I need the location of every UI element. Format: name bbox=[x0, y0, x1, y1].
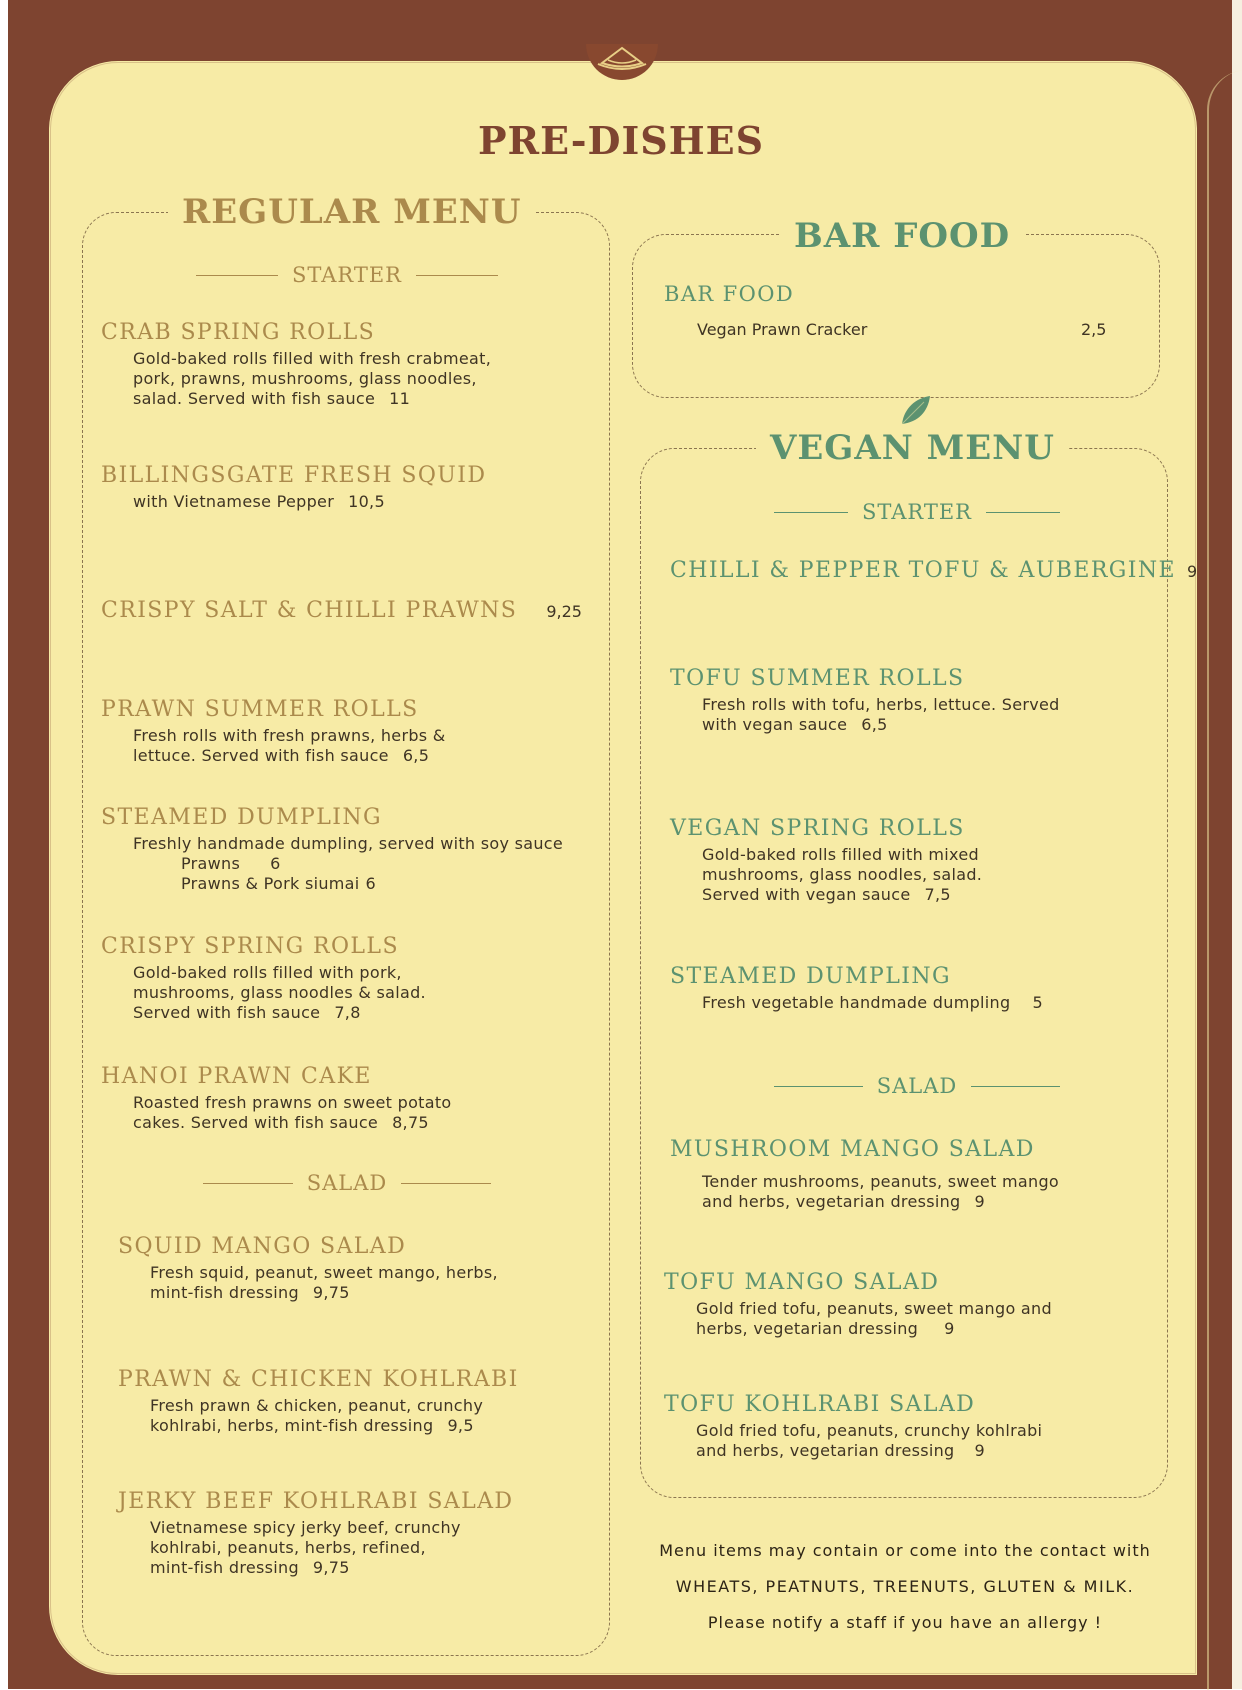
item-price: 11 bbox=[389, 389, 411, 408]
leaf-icon bbox=[898, 394, 932, 426]
regular-salad-divider bbox=[182, 1171, 512, 1195]
item-name: TOFU KOHLRABI SALAD bbox=[664, 1392, 976, 1417]
vegan-menu-title: VEGAN MENU bbox=[756, 428, 1069, 468]
desc-line: Gold-baked rolls filled with fresh crabmeat, bbox=[133, 349, 492, 368]
desc-line: lettuce. Served with fish sauce bbox=[133, 746, 389, 765]
item-price: 6,5 bbox=[861, 715, 888, 734]
page-title: PRE-DISHES bbox=[477, 118, 765, 163]
desc-line: kohlrabi, herbs, mint-fish dressing bbox=[150, 1416, 434, 1435]
allergy-line-3: Please notify a staff if you have an allergy ! bbox=[707, 1613, 1103, 1632]
option-label: Prawns bbox=[181, 854, 241, 873]
item-description bbox=[696, 1299, 1052, 1339]
desc-line: cakes. Served with fish sauce bbox=[133, 1113, 379, 1132]
divider-label: SALAD bbox=[876, 1074, 958, 1098]
menu-item bbox=[670, 964, 1043, 1013]
item-price: 9 bbox=[974, 1192, 985, 1211]
menu-item bbox=[118, 1234, 498, 1303]
item-description bbox=[702, 695, 1060, 735]
regular-starter-divider bbox=[182, 263, 512, 287]
item-price: 6 bbox=[270, 854, 281, 873]
bar-food-section bbox=[664, 282, 794, 306]
item-name: SQUID MANGO SALAD bbox=[118, 1234, 407, 1259]
desc-line: with Vietnamese Pepper bbox=[133, 492, 335, 511]
divider-label: STARTER bbox=[291, 263, 402, 287]
desc-line: with vegan sauce bbox=[702, 715, 848, 734]
item-price: 6 bbox=[365, 874, 376, 893]
menu-item bbox=[670, 666, 1060, 735]
item-price: 9,5 bbox=[447, 1416, 474, 1435]
menu-item bbox=[101, 934, 426, 1023]
item-name: TOFU SUMMER ROLLS bbox=[670, 666, 965, 691]
desc-line: mint-fish dressing bbox=[150, 1558, 299, 1577]
desc-line: Freshly handmade dumpling, served with soy sauce bbox=[133, 834, 564, 853]
desc-line: Tender mushrooms, peanuts, sweet mango bbox=[702, 1172, 1060, 1191]
desc-line: Gold-baked rolls filled with mixed bbox=[702, 845, 979, 864]
item-name: CRISPY SALT & CHILLI PRAWNS bbox=[101, 598, 518, 623]
menu-item bbox=[670, 816, 982, 905]
desc-line: Fresh prawn & chicken, peanut, crunchy bbox=[150, 1396, 484, 1415]
item-price: 9 bbox=[1187, 562, 1198, 581]
item-name: CRISPY SPRING ROLLS bbox=[101, 934, 399, 959]
menu-item bbox=[101, 598, 582, 623]
item-price: 7,8 bbox=[334, 1003, 361, 1022]
bar-food-title: BAR FOOD bbox=[780, 216, 1024, 256]
desc-line: Fresh vegetable handmade dumpling bbox=[702, 993, 1011, 1012]
item-name: CRAB SPRING ROLLS bbox=[101, 320, 376, 345]
menu-item bbox=[101, 1064, 452, 1133]
desc-line: pork, prawns, mushrooms, glass noodles, bbox=[133, 369, 477, 388]
item-name: MUSHROOM MANGO SALAD bbox=[670, 1137, 1035, 1162]
item-description bbox=[702, 845, 982, 905]
item-description bbox=[133, 726, 446, 766]
desc-line: Vietnamese spicy jerky beef, crunchy bbox=[150, 1518, 461, 1537]
vegan-salad-divider bbox=[760, 1074, 1074, 1098]
regular-menu-title: REGULAR MENU bbox=[168, 192, 536, 232]
item-description bbox=[133, 834, 563, 894]
item-price: 7,5 bbox=[924, 885, 951, 904]
item-price: 9 bbox=[974, 1441, 985, 1460]
desc-line: Gold fried tofu, peanuts, crunchy kohlrabi bbox=[696, 1421, 1043, 1440]
menu-item bbox=[664, 1270, 1052, 1339]
item-description bbox=[133, 349, 491, 409]
allergy-line-2: WHEATS, PEATNUTS, TREENUTS, GLUTEN & MILK. bbox=[675, 1577, 1135, 1596]
desc-line: Served with vegan sauce bbox=[702, 885, 911, 904]
item-name: PRAWN SUMMER ROLLS bbox=[101, 697, 419, 722]
divider-label: STARTER bbox=[861, 500, 972, 524]
desc-line: Roasted fresh prawns on sweet potato bbox=[133, 1093, 452, 1112]
menu-item bbox=[664, 1392, 1042, 1461]
item-description bbox=[150, 1263, 498, 1303]
desc-line: herbs, vegetarian dressing bbox=[696, 1319, 919, 1338]
menu-item bbox=[101, 805, 563, 894]
menu-item bbox=[670, 558, 1197, 583]
desc-line: and herbs, vegetarian dressing bbox=[702, 1192, 961, 1211]
item-price: 6,5 bbox=[402, 746, 430, 765]
item-name: VEGAN SPRING ROLLS bbox=[670, 816, 965, 841]
item-price: 5 bbox=[1032, 993, 1043, 1012]
item-name: CHILLI & PEPPER TOFU & AUBERGINE bbox=[670, 558, 1176, 583]
desc-line: kohlrabi, peanuts, herbs, refined, bbox=[150, 1538, 426, 1557]
item-description bbox=[150, 1396, 519, 1436]
item-price: 9,75 bbox=[312, 1558, 350, 1577]
option-label: Prawns & Pork siumai bbox=[181, 874, 360, 893]
item-price: 8,75 bbox=[392, 1113, 429, 1132]
item-description bbox=[696, 1421, 1042, 1461]
item-description bbox=[150, 1518, 513, 1578]
desc-line: Fresh rolls with tofu, herbs, lettuce. Served bbox=[702, 695, 1060, 714]
menu-item bbox=[118, 1489, 513, 1578]
item-description bbox=[133, 1093, 452, 1133]
item-description bbox=[702, 1172, 1059, 1212]
desc-line: and herbs, vegetarian dressing bbox=[696, 1441, 955, 1460]
item-name: JERKY BEEF KOHLRABI SALAD bbox=[118, 1489, 514, 1514]
desc-line: mushrooms, glass noodles & salad. bbox=[133, 983, 426, 1002]
item-name: Vegan Prawn Cracker bbox=[697, 320, 868, 339]
item-description bbox=[133, 492, 486, 512]
desc-line: Gold-baked rolls filled with pork, bbox=[133, 963, 402, 982]
desc-line: Fresh squid, peanut, sweet mango, herbs, bbox=[150, 1263, 498, 1282]
section-name: BAR FOOD bbox=[664, 282, 795, 306]
desc-line: Fresh rolls with fresh prawns, herbs & bbox=[133, 726, 446, 745]
item-name: BILLINGSGATE FRESH SQUID bbox=[101, 463, 487, 488]
vegan-starter-divider bbox=[760, 500, 1074, 524]
item-price: 9 bbox=[944, 1319, 955, 1338]
desc-line: Served with fish sauce bbox=[133, 1003, 321, 1022]
bar-food-panel bbox=[632, 234, 1160, 398]
item-description bbox=[702, 993, 1043, 1013]
item-name: HANOI PRAWN CAKE bbox=[101, 1064, 372, 1089]
menu-item bbox=[118, 1367, 519, 1436]
next-page-edge bbox=[1207, 70, 1242, 1690]
item-price: 9,75 bbox=[312, 1283, 350, 1302]
desc-line: mushrooms, glass noodles, salad. bbox=[702, 865, 983, 884]
menu-item bbox=[670, 1137, 1059, 1212]
item-name: STEAMED DUMPLING bbox=[101, 805, 382, 830]
item-price: 2,5 bbox=[1081, 320, 1107, 339]
item-name: TOFU MANGO SALAD bbox=[664, 1270, 940, 1295]
menu-item bbox=[101, 320, 491, 409]
item-description bbox=[133, 963, 426, 1023]
desc-line: Gold fried tofu, peanuts, sweet mango and bbox=[696, 1299, 1052, 1318]
hat-emblem-icon bbox=[586, 44, 658, 92]
desc-line: mint-fish dressing bbox=[150, 1283, 299, 1302]
item-price: 9,25 bbox=[546, 602, 582, 621]
item-price: 10,5 bbox=[348, 492, 385, 511]
item-name: PRAWN & CHICKEN KOHLRABI bbox=[118, 1367, 519, 1392]
divider-label: SALAD bbox=[306, 1171, 388, 1195]
menu-item bbox=[101, 697, 446, 766]
menu-item bbox=[101, 463, 486, 512]
desc-line: salad. Served with fish sauce bbox=[133, 389, 376, 408]
item-name: STEAMED DUMPLING bbox=[670, 964, 951, 989]
allergy-line-1: Menu items may contain or come into the contact with bbox=[659, 1541, 1151, 1560]
